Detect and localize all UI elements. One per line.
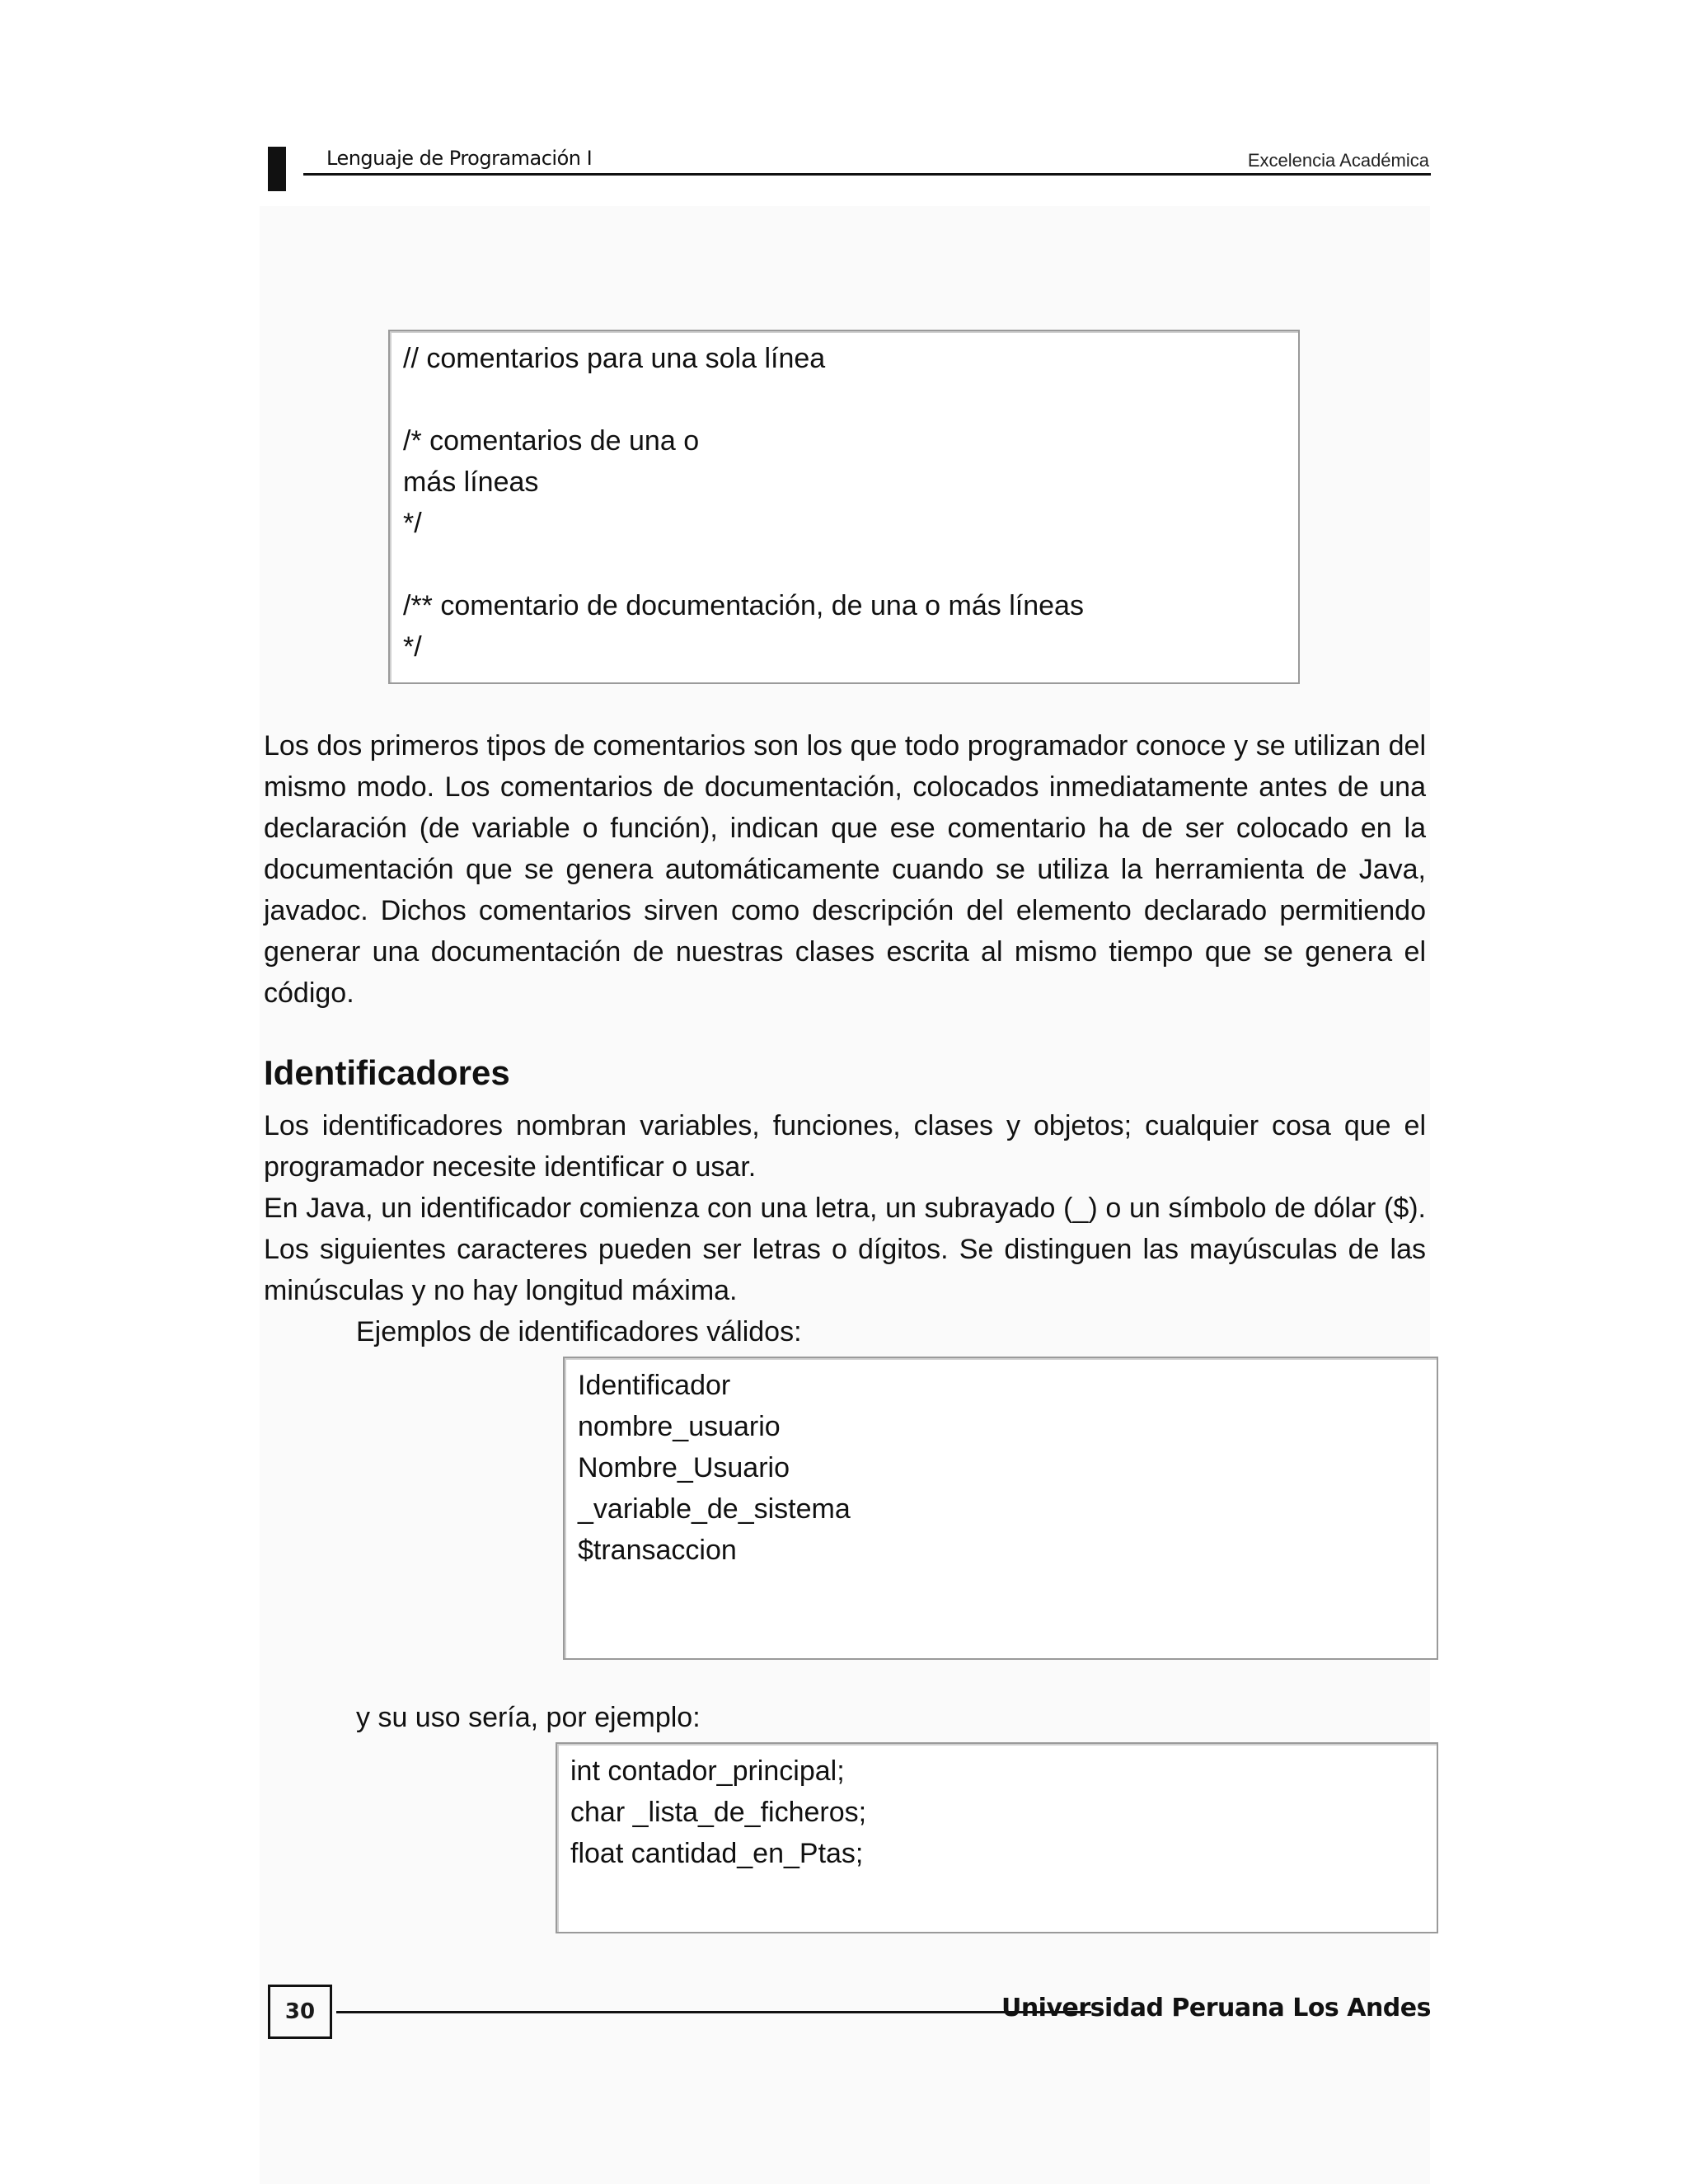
header-course-title: Lenguaje de Programación I: [326, 147, 593, 170]
code-line: más líneas: [403, 466, 539, 498]
code-line: // comentarios para una sola línea: [403, 343, 826, 374]
header-marker: [268, 147, 286, 191]
code-line: /* comentarios de una o: [403, 425, 700, 457]
footer-rule: [336, 2011, 1091, 2013]
code-line: _variable_de_sistema: [578, 1493, 851, 1525]
code-line: char _lista_de_ficheros;: [570, 1797, 867, 1828]
examples-intro: Ejemplos de identificadores válidos:: [356, 1316, 802, 1347]
code-line: [403, 379, 1298, 420]
usage-intro: y su uso sería, por ejemplo:: [356, 1702, 701, 1733]
page-number: 30: [268, 1985, 332, 2039]
code-line: Identificador: [578, 1370, 731, 1401]
identifiers-paragraphs: [264, 1105, 1426, 1311]
footer-institution: Universidad Peruana Los Andes: [1001, 1994, 1431, 2022]
paragraph-text: Los identificadores nombran variables, funciones, clases y objetos; cualquier cosa que el programador necesite identificar o usar.: [264, 1110, 1426, 1183]
code-line: Nombre_Usuario: [578, 1452, 790, 1483]
paragraph-text: En Java, un identificador comienza con una letra, un subrayado (_) o un símbolo de dólar ($). Los siguientes caracteres pueden ser letras o dígitos. Se distinguen las mayúsculas de las minúsculas y no hay longitud máxima.: [264, 1193, 1426, 1306]
code-line: /** comentario de documentación, de una o más líneas: [403, 590, 1084, 621]
code-line: */: [403, 508, 422, 539]
comments-paragraph: [264, 725, 1426, 1014]
code-line: float cantidad_en_Ptas;: [570, 1838, 864, 1869]
identifiers-example-box: [563, 1357, 1438, 1660]
header-rule: [303, 173, 1431, 176]
code-line: int contador_principal;: [570, 1755, 845, 1787]
code-line: nombre_usuario: [578, 1411, 781, 1442]
paragraph-text: Los dos primeros tipos de comentarios son los que todo programador conoce y se utilizan del mismo modo. Los comentarios de documentación, colocados inmediatamente antes de una declaración (de variable o función), indican que ese comentario ha de ser colocado en la documentación que se genera automáticamente cuando se utiliza la herramienta de Java, javadoc. Dichos comentarios sirven como descripción del elemento declarado permitiendo generar una documentación de nuestras clases escrita al mismo tiempo que se genera el código.: [264, 730, 1426, 1009]
code-line: [403, 544, 1298, 585]
code-line: */: [403, 631, 422, 663]
usage-example-box: [556, 1742, 1438, 1933]
header-tagline: Excelencia Académica: [1247, 150, 1429, 171]
code-line: $transaccion: [578, 1535, 737, 1566]
section-heading: Identificadores: [264, 1053, 510, 1092]
comments-code-box: [388, 330, 1300, 684]
